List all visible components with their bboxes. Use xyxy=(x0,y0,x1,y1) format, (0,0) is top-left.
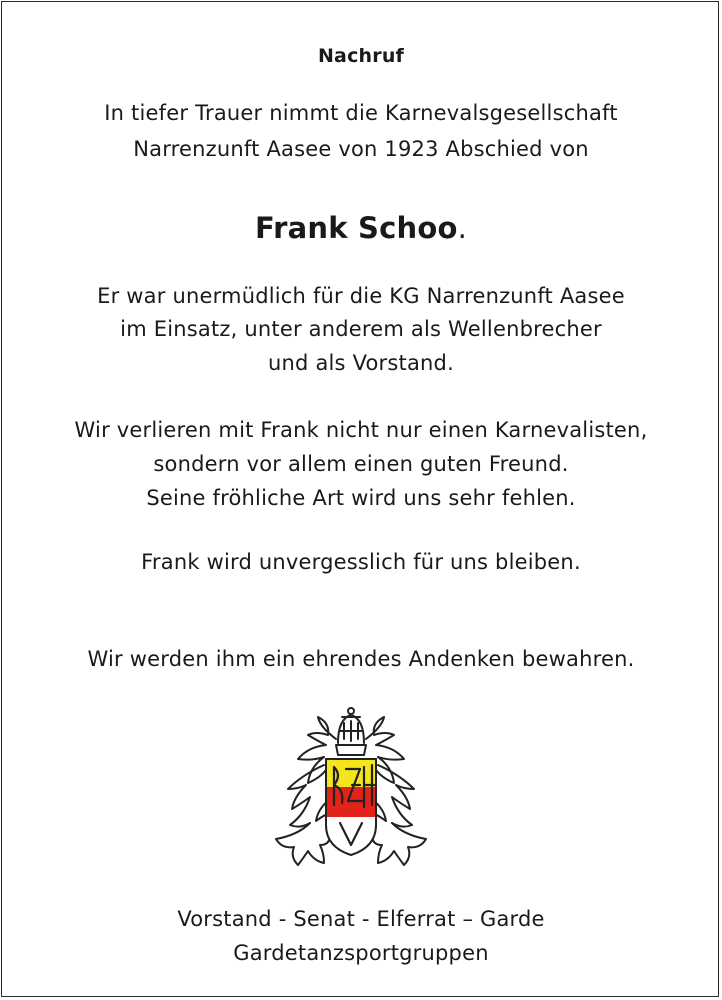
tribute-line-1: Er war unermüdlich für die KG Narrenzunft Aasee xyxy=(97,284,625,308)
deceased-name: Frank Schoo xyxy=(254,211,458,245)
deceased-name-period: . xyxy=(457,211,468,245)
intro-line-1: In tiefer Trauer nimmt die Karnevalsgesellschaft xyxy=(104,101,618,125)
coat-of-arms-icon xyxy=(268,705,434,871)
memory-line: Frank wird unvergesslich für uns bleiben. xyxy=(141,550,581,574)
signature-line-2: Gardetanzsportgruppen xyxy=(233,941,489,965)
tribute-line-2: im Einsatz, unter anderem als Wellenbrecher xyxy=(120,317,602,341)
deceased-name-line xyxy=(0,210,722,246)
loss-line-3: Seine fröhliche Art wird uns sehr fehlen. xyxy=(146,486,576,510)
loss-line-1: Wir verlieren mit Frank nicht nur einen Karnevalisten, xyxy=(74,418,648,442)
notice-title: Nachruf xyxy=(317,45,405,67)
tribute-line-3: und als Vorstand. xyxy=(268,351,454,375)
signature-line-1: Vorstand - Senat - Elferrat – Garde xyxy=(177,907,545,931)
loss-line-2: sondern vor allem einen guten Freund. xyxy=(153,452,569,476)
closing-line: Wir werden ihm ein ehrendes Andenken bewahren. xyxy=(87,647,635,671)
intro-line-2: Narrenzunft Aasee von 1923 Abschied von xyxy=(133,137,589,161)
